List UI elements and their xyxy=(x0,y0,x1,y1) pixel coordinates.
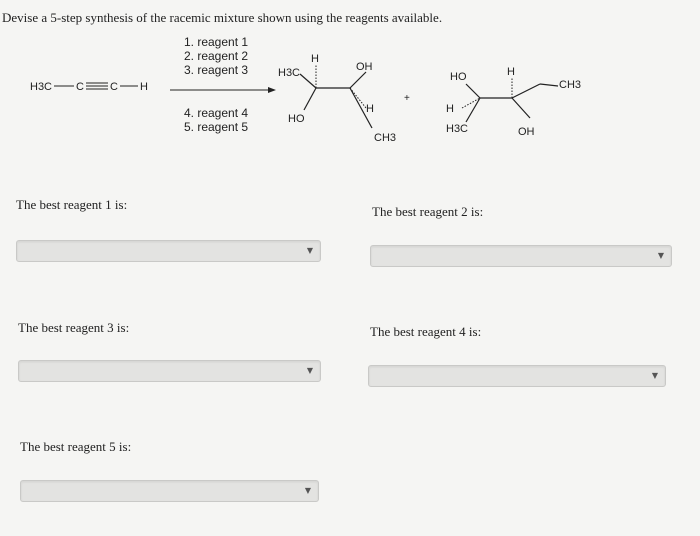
sm-c2: C xyxy=(110,81,118,93)
prompt-reagent-5: The best reagent 5 is: xyxy=(20,439,132,454)
product-2 xyxy=(446,66,581,138)
sm-h: H xyxy=(140,81,148,93)
p2-ch3: CH3 xyxy=(559,79,582,91)
step-4: 4. reagent 4 xyxy=(184,106,249,120)
reaction-scheme xyxy=(0,30,700,160)
prompt-reagent-2: The best reagent 2 is: xyxy=(372,204,484,219)
p2-h-top: H xyxy=(507,66,515,78)
p2-oh: OH xyxy=(518,126,535,138)
step-3: 3. reagent 3 xyxy=(184,63,249,77)
chevron-down-icon[interactable]: ▼ xyxy=(657,251,664,260)
reagent-4-select[interactable] xyxy=(368,365,666,387)
reagent-1-select[interactable] xyxy=(16,240,321,262)
reagent-2-select[interactable] xyxy=(370,245,672,267)
prompt-reagent-3: The best reagent 3 is: xyxy=(18,320,130,335)
p2-ho: HO xyxy=(450,71,467,83)
p2-h-left: H xyxy=(446,103,454,115)
p1-oh: OH xyxy=(356,61,373,73)
question-text: Devise a 5-step synthesis of the racemic mixture shown using the reagents available. xyxy=(2,10,443,25)
p1-h3c: H3C xyxy=(278,67,301,79)
step-5: 5. reagent 5 xyxy=(184,120,249,134)
step-2: 2. reagent 2 xyxy=(184,49,249,63)
plus-sign: + xyxy=(404,93,410,104)
sm-c1: C xyxy=(76,81,84,93)
p1-h-top: H xyxy=(311,53,319,65)
product-1 xyxy=(278,53,396,144)
reagent-steps xyxy=(170,35,276,134)
p1-ch3: CH3 xyxy=(374,132,397,144)
prompt-reagent-1: The best reagent 1 is: xyxy=(16,197,128,212)
step-1: 1. reagent 1 xyxy=(184,35,249,49)
chevron-down-icon[interactable]: ▼ xyxy=(306,366,313,375)
reaction-arrow-head xyxy=(268,87,276,93)
p2-h3c: H3C xyxy=(446,123,469,135)
reagent-3-select[interactable] xyxy=(18,360,321,382)
p1-h-right: H xyxy=(366,103,374,115)
chevron-down-icon[interactable]: ▼ xyxy=(651,371,658,380)
p1-ho: HO xyxy=(288,113,305,125)
chevron-down-icon[interactable]: ▼ xyxy=(306,246,313,255)
sm-h3c: H3C xyxy=(30,81,53,93)
chevron-down-icon[interactable]: ▼ xyxy=(304,486,311,495)
prompt-reagent-4: The best reagent 4 is: xyxy=(370,324,482,339)
starting-material xyxy=(30,81,148,93)
reagent-5-select[interactable] xyxy=(20,480,319,502)
